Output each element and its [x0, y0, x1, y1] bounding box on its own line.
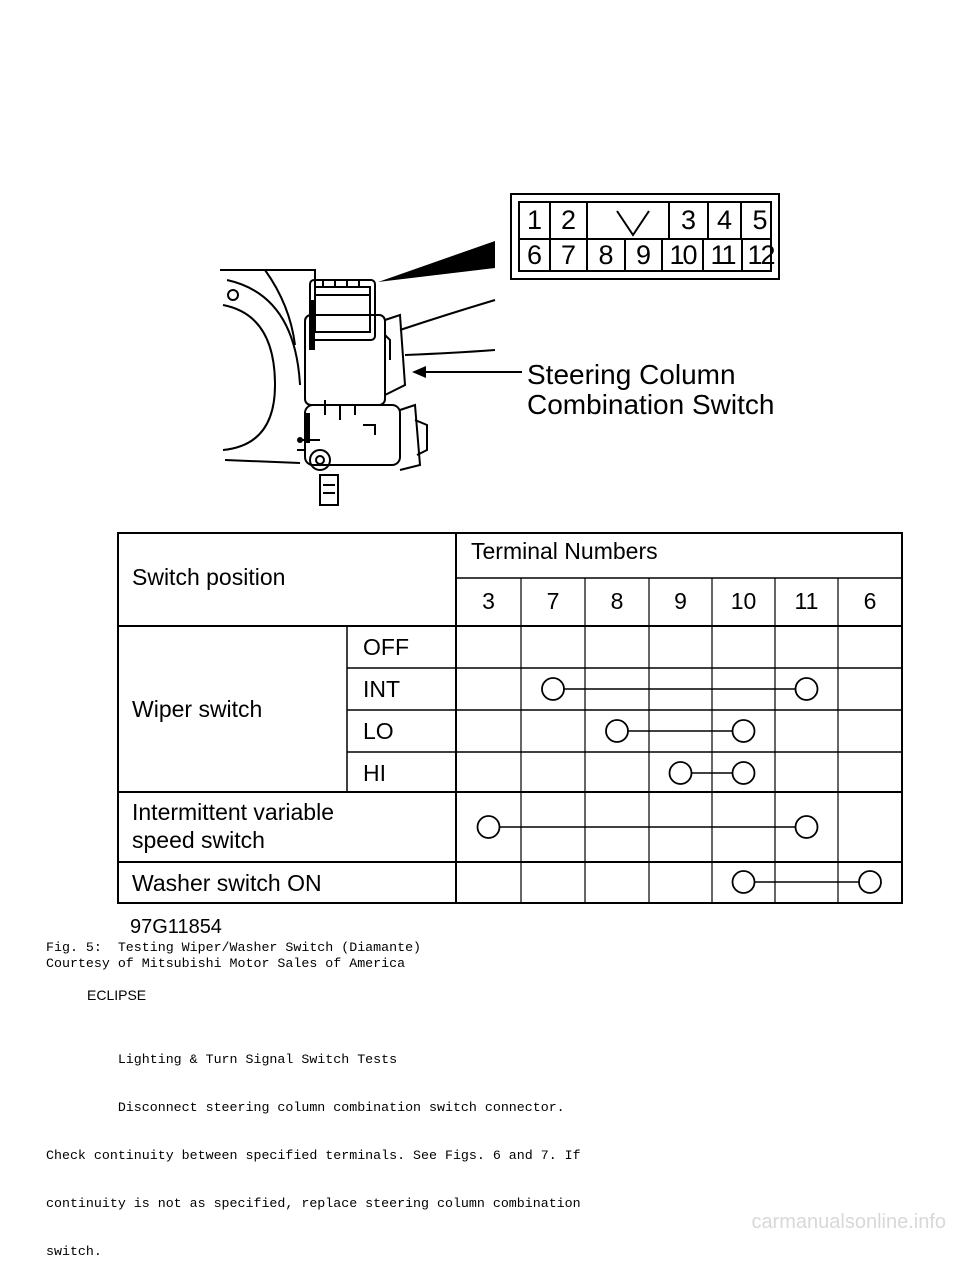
pin-label: 12 — [747, 240, 774, 270]
continuity-circle — [796, 678, 818, 700]
pin-label: 1 — [526, 205, 543, 235]
pin-label: 5 — [752, 205, 768, 235]
wiper-position-off: OFF — [363, 634, 409, 660]
switch-arrow — [410, 362, 525, 382]
switch-position-header: Switch position — [132, 564, 286, 590]
terminal-number: 8 — [610, 588, 624, 614]
continuity-circle — [796, 816, 818, 838]
continuity-circle — [670, 762, 692, 784]
pin-label: 3 — [680, 205, 697, 235]
terminal-number: 3 — [482, 588, 495, 614]
pin-label: 9 — [635, 240, 652, 270]
wiper-switch-label: Wiper switch — [132, 696, 263, 722]
intermittent-label-line: Intermittent variable — [132, 799, 334, 825]
wiper-position-lo: LO — [363, 718, 394, 744]
intermittent-label-line: speed switch — [132, 827, 265, 853]
wiper-position-int: INT — [363, 676, 401, 702]
body-line: Lighting & Turn Signal Switch Tests — [46, 1052, 398, 1067]
figure-caption: Fig. 5: Testing Wiper/Washer Switch (Diamante) — [46, 940, 422, 955]
washer-switch-label: Washer switch ON — [132, 870, 322, 896]
pin-label: 6 — [526, 240, 543, 270]
switch-label-line: Steering Column — [527, 359, 736, 390]
body-line: Check continuity between specified terminals. See Figs. 6 and 7. If — [46, 1148, 581, 1163]
watermark: carmanualsonline.info — [751, 1211, 946, 1233]
body-line: continuity is not as specified, replace steering column combination — [46, 1196, 581, 1211]
terminal-number: 9 — [674, 588, 687, 614]
continuity-circle — [733, 762, 755, 784]
pin-label: 10 — [669, 240, 696, 270]
continuity-table — [117, 532, 903, 904]
continuity-circle — [606, 720, 628, 742]
terminal-number: 11 — [794, 588, 819, 614]
terminal-number: 7 — [546, 588, 560, 614]
pin-label: 11 — [710, 240, 735, 270]
continuity-circle — [859, 871, 881, 893]
connector-key-mark — [615, 209, 651, 237]
pin-label: 8 — [598, 240, 614, 270]
body-line: Disconnect steering column combination switch connector. — [46, 1100, 565, 1115]
continuity-circle — [478, 816, 500, 838]
wiper-position-hi: HI — [363, 760, 386, 786]
switch-label — [527, 360, 774, 420]
figure-courtesy: Courtesy of Mitsubishi Motor Sales of America — [46, 956, 406, 971]
pin-label: 2 — [560, 205, 577, 235]
terminal-number: 6 — [863, 588, 877, 614]
terminal-number: 10 — [730, 588, 757, 614]
connector-inner-frame — [518, 201, 772, 272]
switch-label-line: Combination Switch — [527, 389, 775, 420]
terminal-numbers-header: Terminal Numbers — [471, 538, 658, 564]
intermittent-switch-label — [132, 798, 334, 854]
pin-label: 4 — [716, 205, 733, 235]
body-text — [46, 1020, 581, 1276]
section-heading: ECLIPSE — [87, 987, 147, 1003]
pin-label: 7 — [560, 240, 577, 270]
continuity-circle — [733, 871, 755, 893]
connector-diagram — [510, 193, 780, 280]
continuity-circle — [542, 678, 564, 700]
continuity-circle — [733, 720, 755, 742]
body-line: switch. — [46, 1244, 102, 1259]
figure-code: 97G11854 — [130, 916, 222, 938]
